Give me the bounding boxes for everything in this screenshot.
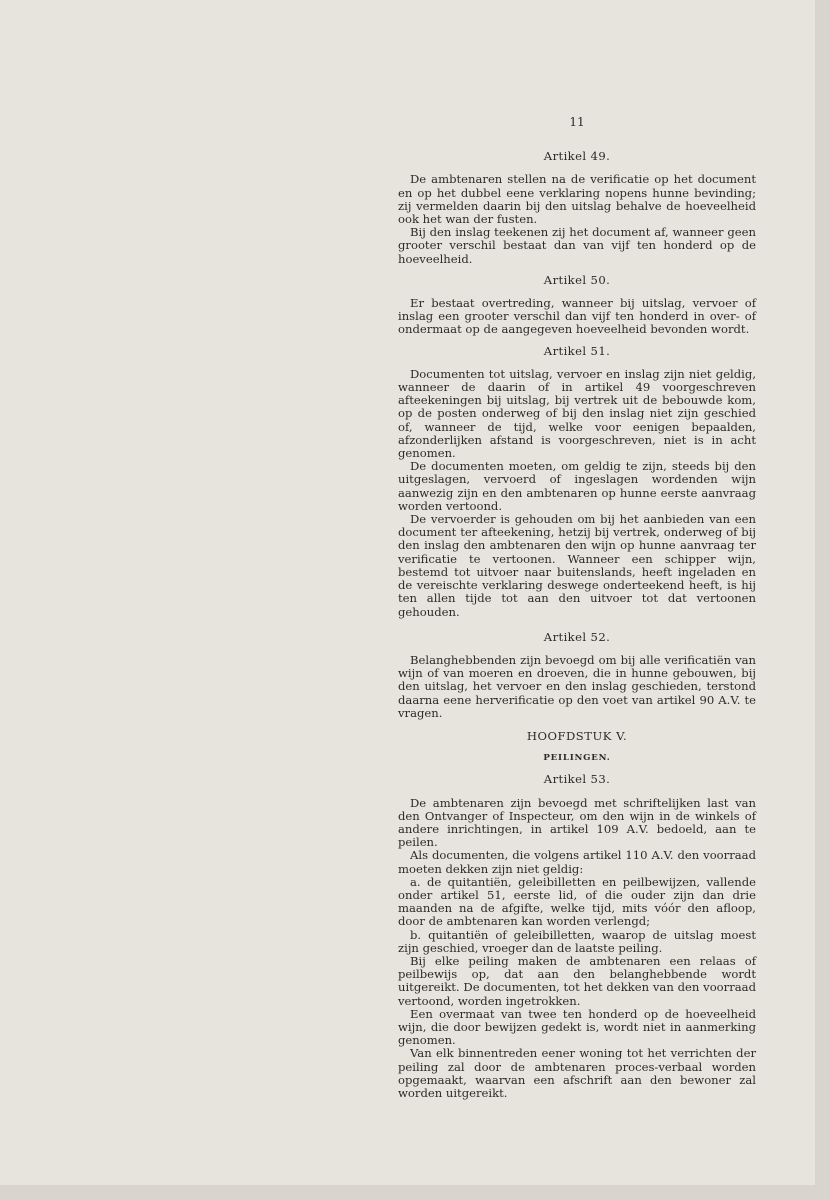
chapter-subtitle: PEILINGEN.	[543, 753, 611, 764]
page-number: 11	[569, 115, 585, 129]
article-49-heading: Artikel 49.	[543, 149, 611, 164]
page-edge-right	[815, 0, 830, 1200]
page-edge-bottom	[0, 1185, 830, 1200]
article-53-item-a: a. de quitantiën, geleibilletten en peilbewijzen, vallende onder artikel 51, eerste lid, of die ouder zijn dan drie maanden na de afgifte, welke tijd, mits vóór den afloop, door de ambtenaren kan worden verlengd;	[398, 874, 756, 929]
article-50-paragraph-1: Er bestaat overtreding, wanneer bij uitslag, vervoer of inslag een grooter verschil dan vijf ten honderd in over- of ondermaat op de aangegeven hoeveelheid bevonden wordt.	[398, 296, 756, 337]
article-49-paragraph-2: Bij den inslag teekenen zij het document af, wanneer geen grooter verschil bestaat dan van vijf ten honderd op de hoeveelheid.	[398, 225, 756, 266]
article-52-paragraph-1: Belanghebbenden zijn bevoegd om bij alle verificatiën van wijn of van moeren en droeven, die in hunne gebouwen, bij den uitslag, het vervoer en den inslag geschieden, terstond daarna eene herverificatie op den voet van artikel 90 A.V. te vragen.	[398, 652, 756, 720]
article-51-paragraph-3: De vervoerder is gehouden om bij het aanbieden van een document ter afteekening, hetzij bij vertrek, onderweg of bij den inslag den ambtenaren den wijn op hunne aanvraag ter verificatie te vertoonen. Wanneer een schipper wijn, bestemd tot uitvoer naar buitenslands, heeft ingeladen en de vereischte verklaring deswege onderteekend heeft, is hij ten allen tijde tot aan den uitvoer tot dat vertoonen gehouden.	[398, 512, 756, 619]
article-52-heading: Artikel 52.	[543, 629, 611, 644]
article-50-heading: Artikel 50.	[543, 272, 611, 287]
article-51-paragraph-1: Documenten tot uitslag, vervoer en inslag zijn niet geldig, wanneer de daarin of in artikel 49 voorgeschreven afteekeningen bij uitslag, bij vertrek uit de bebouwde kom, op de posten onderweg of bij den inslag niet zijn geschied of, wanneer de tijd, welke voor eenigen bepaalden, afzonderlijken afstand is voorgeschreven, niet is in acht genomen.	[398, 366, 756, 461]
article-53-item-b: b. quitantiën of geleibilletten, waarop de uitslag moest zijn geschied, vroeger dan de laatste peiling.	[398, 927, 756, 955]
article-53-paragraph-1: De ambtenaren zijn bevoegd met schriftelijken last van den Ontvanger of Inspecteur, om den wijn in de winkels of andere inrichtingen, in artikel 109 A.V. bedoeld, aan te peilen.	[398, 795, 756, 850]
article-51-paragraph-2: De documenten moeten, om geldig te zijn, steeds bij den uitgeslagen, vervoerd of ingeslagen wordenden wijn aanwezig zijn en den ambtenaren op hunne eerste aanvraag worden vertoond.	[398, 459, 756, 513]
article-51-heading: Artikel 51.	[543, 343, 611, 358]
text-column	[398, 116, 756, 1100]
chapter-title: HOOFDSTUK V.	[526, 728, 628, 743]
article-53-paragraph-2: Als documenten, die volgens artikel 110 A.V. den voorraad moeten dekken zijn niet geldig:	[398, 848, 756, 876]
article-53-heading: Artikel 53.	[543, 772, 611, 787]
article-49-paragraph-1: De ambtenaren stellen na de verificatie op het document en op het dubbel eene verklaring nopens hunne bevinding; zij vermelden daarin bij den uitslag behalve de hoeveelheid ook het wan der fusten.	[398, 172, 756, 227]
article-53-paragraph-3: Bij elke peiling maken de ambtenaren een relaas of peilbewijs op, dat aan den belanghebbende wordt uitgereikt. De documenten, tot het dekken van den voorraad vertoond, worden ingetrokken.	[398, 953, 756, 1008]
article-53-paragraph-5: Van elk binnentreden eener woning tot het verrichten der peiling zal door de ambtenaren proces-verbaal worden opgemaakt, waarvan een afschrift aan den bewoner zal worden uitgereikt.	[398, 1046, 756, 1100]
article-53-paragraph-4: Een overmaat van twee ten honderd op de hoeveelheid wijn, die door bewijzen gedekt is, wordt niet in aanmerking genomen.	[398, 1006, 756, 1048]
